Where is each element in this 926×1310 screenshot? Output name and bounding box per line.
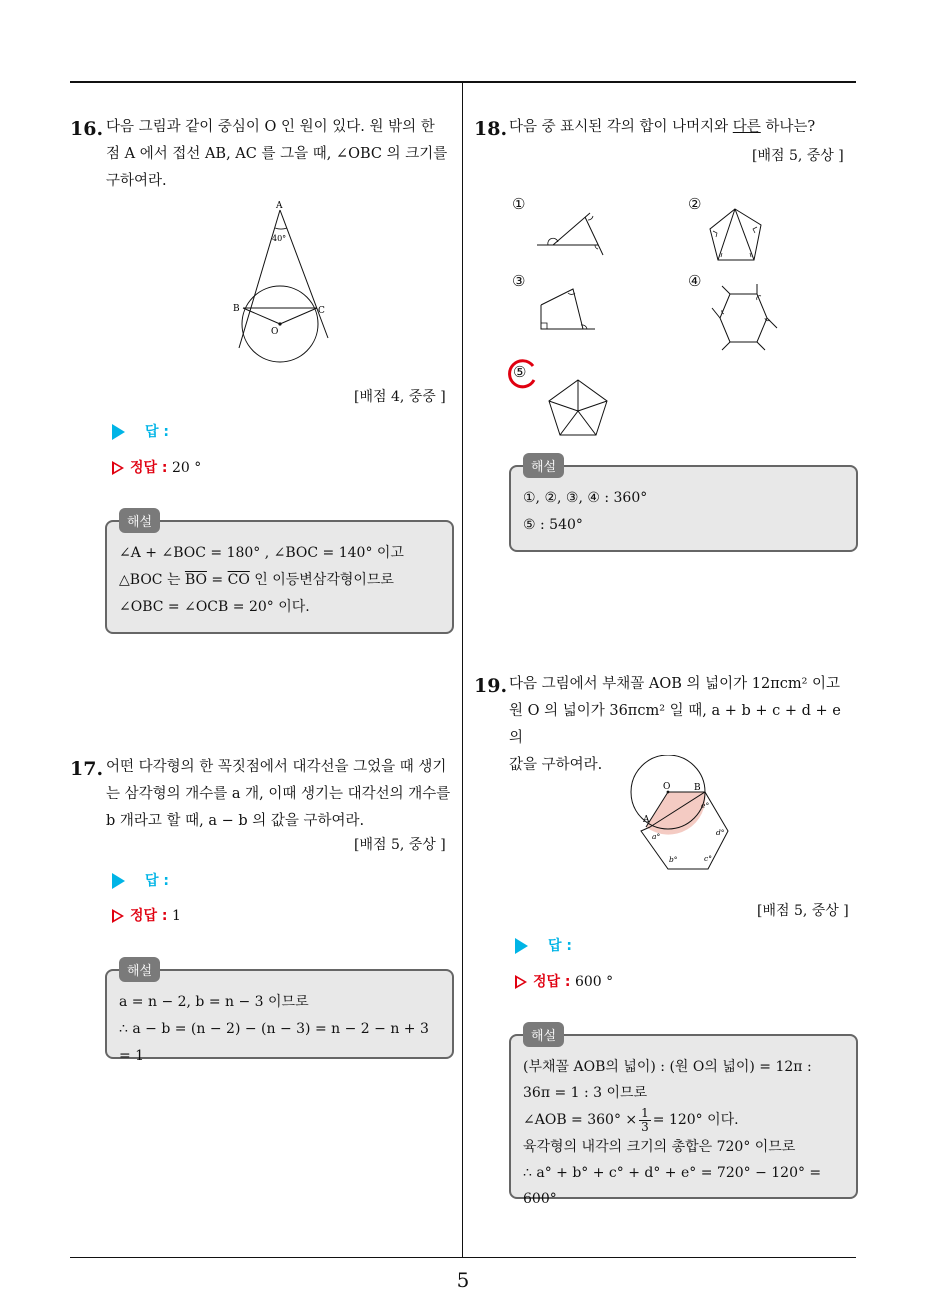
question-16-text: 다음 그림과 같이 중심이 O 인 원이 있다. 원 밖의 한 점 A 에서 접선 AB, AC 를 그을 때, ∠OBC 의 크기를 구하여라. <box>106 119 448 189</box>
q19-solution-text: (부채꼴 AOB의 넓이) : (원 O의 넓이) = 12π : 36π = 1 : 3 이므로 ∠AOB = 360° × $\frac{1}{3}$ = 120° 이다. 육각형의 내각의 크기의 총합은 720° 이므로 ∴ a° + b° + c° + d° + e° = 720° − 120° = 600° <box>523 1059 822 1207</box>
q16-angle-arc <box>275 228 287 229</box>
q16-figure <box>225 198 345 368</box>
q16-label-o: O <box>271 327 279 337</box>
q16-solution-text: ∠A + ∠BOC = 180° , ∠BOC = 140° 이고 △BOC 는 $\overline{BO} = \overline{CO}$ 인 이등변삼각형이므로 ∠OBC = ∠OCB = 20° 이다. <box>119 545 404 615</box>
q19-answer-row[interactable]: 답 : <box>515 935 572 955</box>
outline-triangle-icon <box>112 909 124 923</box>
q16-label-angle: 40° <box>272 234 287 243</box>
q19-solution-box <box>509 1029 858 1207</box>
solution-tag: 해설 <box>119 508 160 533</box>
q18-figure-4 <box>705 282 781 354</box>
q18-choice-4-label: ④ <box>688 272 702 290</box>
q19-label-d: d° <box>716 828 725 837</box>
question-18-number: 18. <box>474 118 508 140</box>
question-19-text: 다음 그림에서 부채꼴 AOB 의 넓이가 12πcm² 이고 원 O 의 넓이가 36πcm² 일 때, a + b + c + d + e 의 값을 구하여라. <box>509 676 841 773</box>
q16-label-b: B <box>233 304 240 314</box>
outline-triangle-icon <box>112 461 124 475</box>
q18-figure-2 <box>705 205 771 265</box>
play-icon <box>112 873 125 889</box>
q19-correct-answer: 정답 : 600 ° <box>515 971 613 991</box>
q19-label-a-angle: a° <box>652 832 661 841</box>
question-17-text: 어떤 다각형의 한 꼭짓점에서 대각선을 그었을 때 생기 는 삼각형의 개수를 a 개, 이때 생기는 대각선의 개수를 b 개라고 할 때, a − b 의 값을 구하여라. <box>106 759 451 829</box>
q18-choice-2-label: ② <box>688 195 702 213</box>
column-divider <box>462 83 463 1257</box>
q16-tangent-ac <box>280 210 328 338</box>
solution-tag: 해설 <box>523 453 564 478</box>
q19-figure <box>628 755 746 875</box>
q19-label-o: O <box>663 782 671 792</box>
play-icon <box>112 424 125 440</box>
q18-choice-5-label: ⑤ <box>513 363 527 381</box>
question-18-text: 다음 중 표시된 각의 합이 나머지와 다른 하나는? <box>509 119 816 135</box>
q16-score: [배점 4, 중중 ] <box>354 389 446 405</box>
question-17-number: 17. <box>70 758 104 780</box>
q16-label-c: C <box>318 306 325 316</box>
q18-figure-5 <box>545 377 611 441</box>
solution-tag: 해설 <box>523 1022 564 1047</box>
q16-answer-row[interactable]: 답 : <box>112 421 169 441</box>
page-number: 5 <box>456 1268 470 1292</box>
q18-solution-box <box>509 460 858 552</box>
q16-radius-oc <box>280 308 317 324</box>
red-circle-mark-icon <box>505 358 539 390</box>
q18-solution-text: ①, ②, ③, ④ : 360° ⑤ : 540° <box>523 490 648 533</box>
q18-choice-1-label: ① <box>512 195 526 213</box>
q17-answer-row[interactable]: 답 : <box>112 870 169 890</box>
q17-score: [배점 5, 중상 ] <box>354 837 446 853</box>
question-19-number: 19. <box>474 675 508 697</box>
q19-label-a: A <box>643 815 650 825</box>
question-16-number: 16. <box>70 118 104 140</box>
q16-solution-box <box>105 515 454 634</box>
q16-correct-answer: 정답 : 20 ° <box>112 457 201 477</box>
q17-solution-box <box>105 964 454 1064</box>
fraction: $\frac{1}{3}$ <box>641 1105 649 1134</box>
q18-score: [배점 5, 중상 ] <box>752 148 844 164</box>
play-icon <box>515 938 528 954</box>
q19-label-b-angle: b° <box>669 855 678 864</box>
outline-triangle-icon <box>515 975 527 989</box>
q19-label-c: c° <box>704 854 712 863</box>
top-rule <box>70 81 856 83</box>
q19-label-b: B <box>694 783 701 793</box>
q17-solution-text: a = n − 2, b = n − 3 이므로 ∴ a − b = (n − 2) − (n − 3) = n − 2 − n + 3 = 1 <box>119 994 429 1064</box>
q16-label-a: A <box>276 201 283 211</box>
q19-label-e: e° <box>701 801 710 810</box>
q18-figure-1 <box>535 208 615 258</box>
q18-figure-3 <box>535 283 601 337</box>
q19-score: [배점 5, 중상 ] <box>757 903 849 919</box>
bottom-rule <box>70 1257 856 1258</box>
q18-choice-3-label: ③ <box>512 272 526 290</box>
q16-center-dot <box>278 322 281 325</box>
q17-correct-answer: 정답 : 1 <box>112 905 181 925</box>
solution-tag: 해설 <box>119 957 160 982</box>
